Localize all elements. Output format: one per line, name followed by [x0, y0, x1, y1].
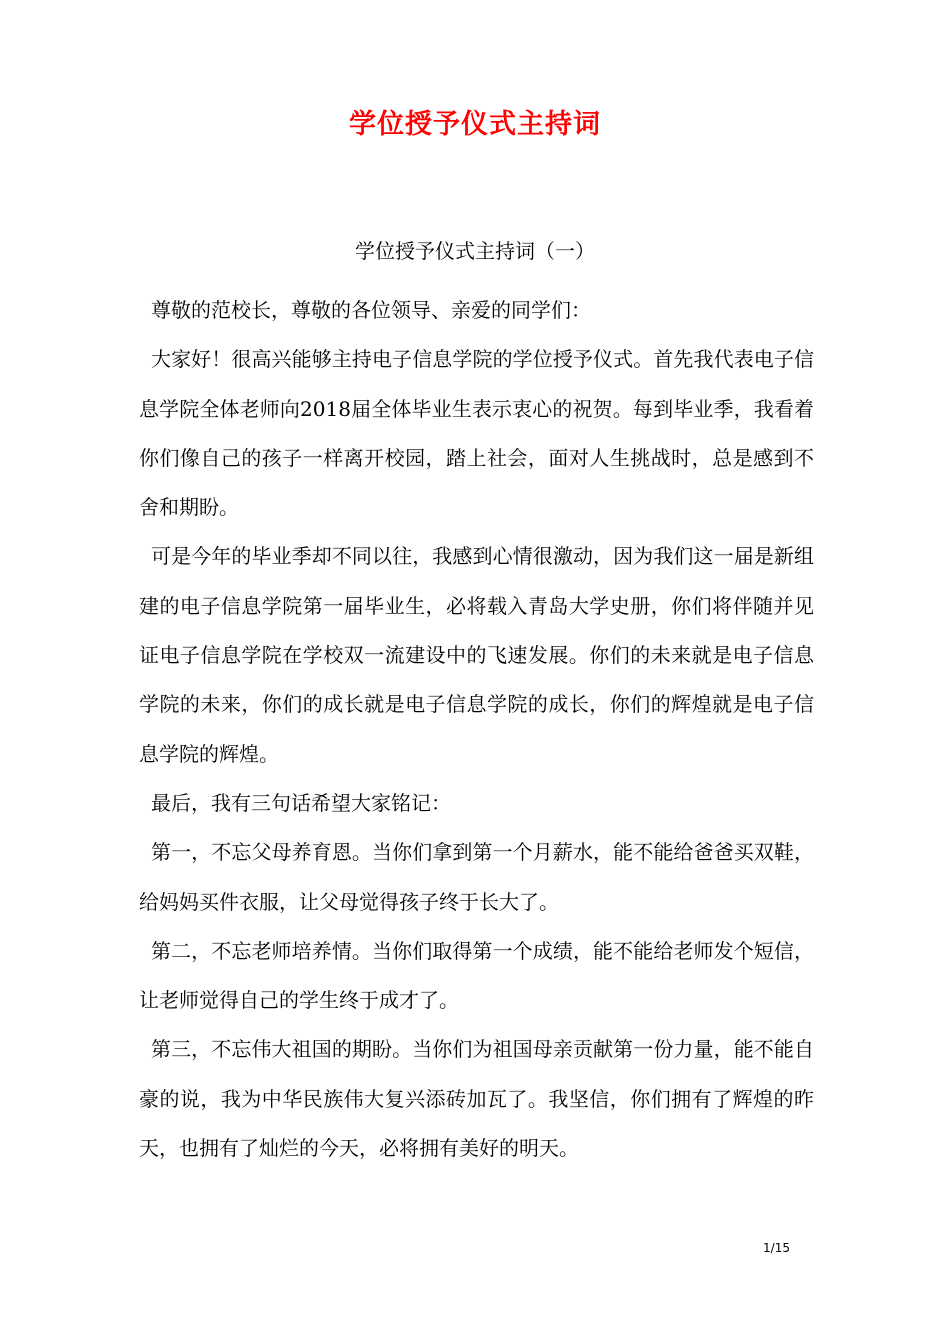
paragraph-third: 第三，不忘伟大祖国的期盼。当你们为祖国母亲贡献第一份力量，能不能自豪的说，我为中华民族伟大复兴添砖加瓦了。我坚信，你们拥有了辉煌的昨天，也拥有了灿烂的今天，必将拥有美好的明天。	[139, 1037, 814, 1161]
section-subtitle: 学位授予仪式主持词（一）	[355, 239, 595, 263]
document-body	[139, 286, 814, 1173]
page-number: 1/15	[763, 1241, 790, 1255]
paragraph-greeting: 大家好！很高兴能够主持电子信息学院的学位授予仪式。首先我代表电子信息学院全体老师向2018届全体毕业生表示衷心的祝贺。每到毕业季，我看着你们像自己的孩子一样离开校园，踏上社会，面对人生挑战时，总是感到不舍和期盼。	[139, 347, 814, 520]
document-title: 学位授予仪式主持词	[349, 109, 601, 140]
paragraph-second: 第二，不忘老师培养情。当你们取得第一个成绩，能不能给老师发个短信，让老师觉得自己的学生终于成才了。	[139, 938, 814, 1013]
paragraph-salutation: 尊敬的范校长，尊敬的各位领导、亲爱的同学们：	[151, 298, 591, 322]
paragraph-first: 第一，不忘父母养育恩。当你们拿到第一个月薪水，能不能给爸爸买双鞋，给妈妈买件衣服，让父母觉得孩子终于长大了。	[139, 840, 814, 914]
paragraph-this-year: 可是今年的毕业季却不同以往，我感到心情很激动，因为我们这一届是新组建的电子信息学院第一届毕业生，必将载入青岛大学史册，你们将伴随并见证电子信息学院在学校双一流建设中的飞速发展。你们的未来就是电子信息学院的未来，你们的成长就是电子信息学院的成长，你们的辉煌就是电子信息学院的辉煌。	[139, 544, 814, 766]
paragraph-finally: 最后，我有三句话希望大家铭记：	[151, 790, 451, 815]
